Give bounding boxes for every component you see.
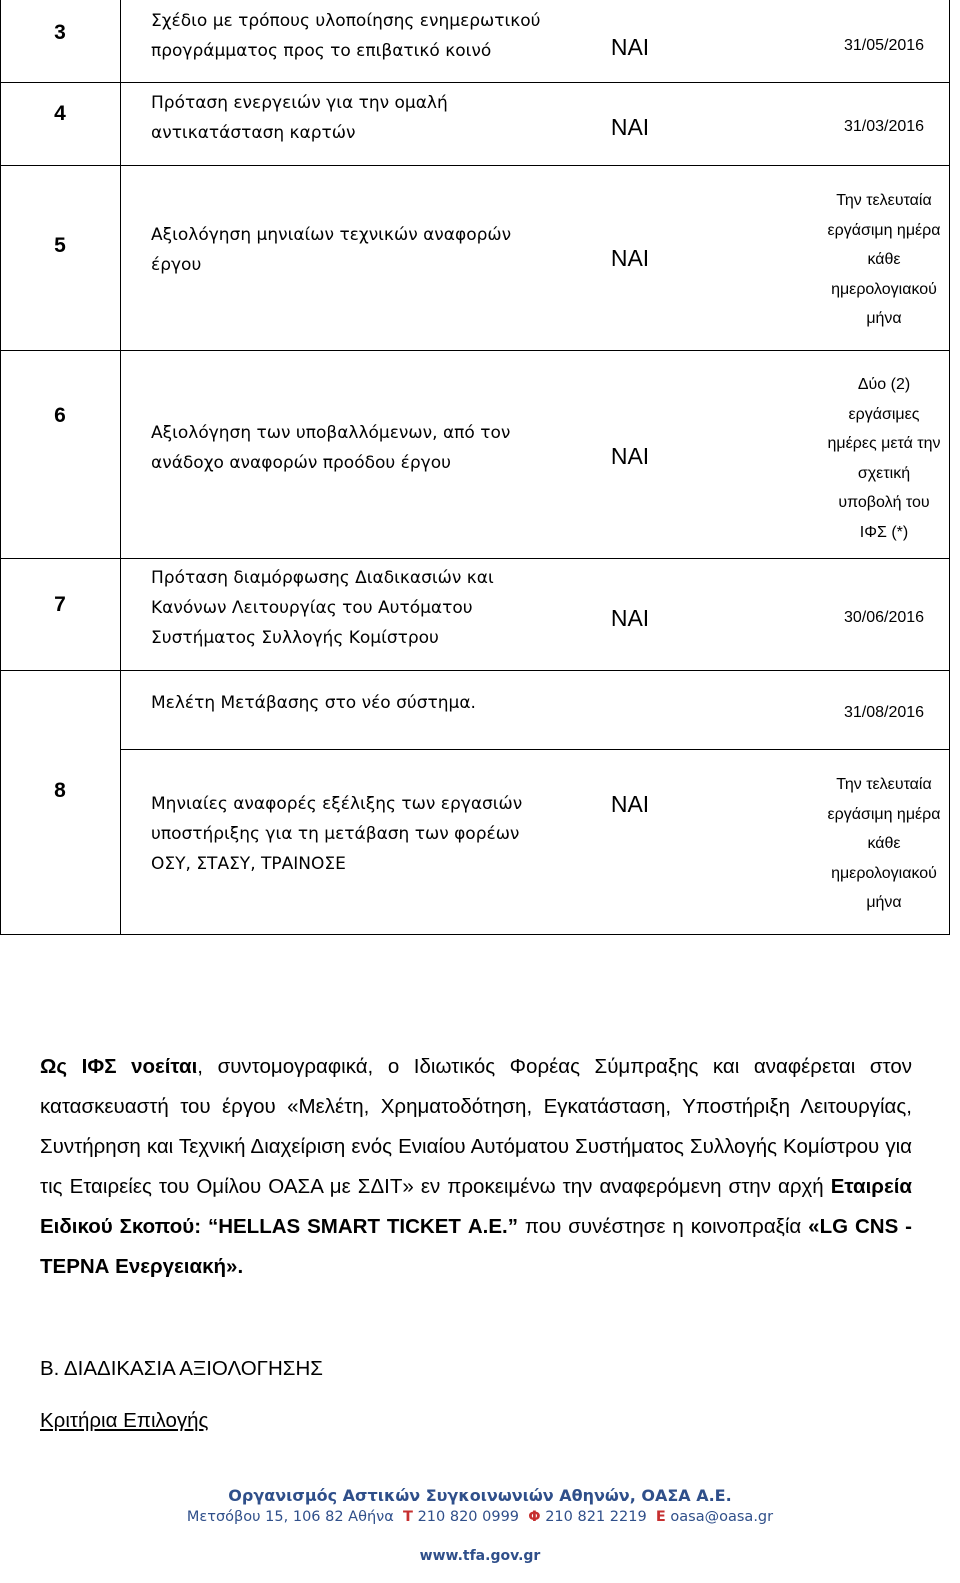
row-description: Πρόταση ενεργειών για την ομαλή αντικατάσταση καρτών	[151, 93, 448, 143]
row-deadline: 30/06/2016	[843, 609, 925, 626]
table-row-divider	[120, 749, 950, 750]
table-row-divider	[0, 350, 950, 351]
row-status: ΝΑΙ	[610, 791, 650, 817]
table-row-divider	[0, 558, 950, 559]
spv-name: Εταιρεία Ειδικού Σκοπού: “HELLAS SMART TICKET Α.Ε.”	[40, 1175, 912, 1238]
row-description: Μελέτη Μετάβασης στο νέο σύστημα.	[151, 693, 476, 713]
footer-email[interactable]: oasa@oasa.gr	[670, 1509, 774, 1525]
row-number: 8	[54, 779, 66, 802]
ifs-text-2: που συνέστησε η κοινοπραξία	[517, 1215, 809, 1238]
row-status: ΝΑΙ	[610, 245, 650, 271]
row-status: ΝΑΙ	[610, 34, 650, 60]
footer-phone: 210 820 0999	[417, 1509, 520, 1525]
row-status: ΝΑΙ	[610, 443, 650, 469]
row-deadline: 31/08/2016	[843, 704, 925, 721]
row-description: Σχέδιο με τρόπους υλοποίησης ενημερωτικού προγράμματος προς το επιβατικό κοινό	[151, 11, 541, 61]
row-number: 5	[54, 234, 66, 257]
row-deadline: 31/05/2016	[843, 37, 925, 54]
table-border-right	[949, 0, 950, 934]
fax-label: Φ	[528, 1509, 541, 1525]
table-border-bottom	[0, 934, 950, 935]
row-description: Μηνιαίες αναφορές εξέλιξης των εργασιών υποστήριξης για τη μετάβαση των φορέων ΟΣΥ, ΣΤΑΣΥ, ΤΡΑΙΝΟΣΕ	[151, 794, 523, 874]
footer-address: Μετσόβου 15, 106 82 Αθήνα	[186, 1509, 394, 1525]
table-row-divider	[0, 670, 950, 671]
footer-org-name: Οργανισμός Αστικών Συγκοινωνιών Αθηνών, ΟΑΣΑ Α.Ε.	[228, 1486, 732, 1505]
phone-label: Τ	[403, 1509, 413, 1525]
row-description: Αξιολόγηση μηνιαίων τεχνικών αναφορών έργου	[151, 225, 512, 275]
row-number: 4	[54, 102, 66, 125]
footer-website[interactable]: www.tfa.gov.gr	[419, 1548, 541, 1564]
section-subtitle: Κριτήρια Επιλογής	[40, 1409, 209, 1432]
row-deadline: Δύο (2) εργάσιμες ημέρες μετά την σχετική υποβολή του ΙΦΣ (*)	[827, 376, 941, 541]
ifs-term: Ως ΙΦΣ νοείται	[40, 1055, 198, 1078]
row-description: Πρόταση διαμόρφωσης Διαδικασιών και Κανόνων Λειτουργίας του Αυτόματου Συστήματος Συλλογής Κομίστρου	[151, 568, 494, 648]
footer-contact	[0, 1509, 960, 1525]
row-status: ΝΑΙ	[610, 605, 650, 631]
consortium-name: «LG CNS - ΤΕΡΝΑ Ενεργειακή».	[40, 1215, 912, 1278]
table-row-divider	[0, 82, 950, 83]
row-deadline: Την τελευταία εργάσιμη ημέρα κάθε ημερολογιακού μήνα	[827, 192, 941, 327]
section-title: Β. ΔΙΑΔΙΚΑΣΙΑ ΑΞΙΟΛΟΓΗΣΗΣ	[40, 1357, 323, 1380]
row-deadline: Την τελευταία εργάσιμη ημέρα κάθε ημερολογιακού μήνα	[827, 776, 941, 911]
row-status: ΝΑΙ	[610, 114, 650, 140]
table-col-divider	[120, 0, 121, 934]
row-number: 7	[54, 593, 66, 616]
email-label: Ε	[655, 1509, 666, 1525]
row-description: Αξιολόγηση των υποβαλλόμενων, από τον ανάδοχο αναφορών προόδου έργου	[151, 423, 511, 473]
footer-fax: 210 821 2219	[545, 1509, 647, 1525]
ifs-text: , συντομογραφικά, ο Ιδιωτικός Φορέας Σύμπραξης και αναφέρεται στον κατασκευαστή του έργου «Μελέτη, Χρηματοδότηση, Εγκατάσταση, Υποστήριξη Λειτουργίας, Συντήρηση και Τεχνική Διαχείριση ενός Ενιαίου Αυτόματου Συστήματος Συλλογής Κομίστρου για τις Εταιρείες του Ομίλου ΟΑΣΑ με ΣΔΙΤ» εν προκειμένω την αναφερόμενη στην αρχή	[40, 1055, 912, 1198]
row-number: 6	[54, 404, 66, 427]
row-number: 3	[54, 21, 66, 44]
table-row-divider	[0, 165, 950, 166]
row-deadline: 31/03/2016	[843, 118, 925, 135]
ifs-definition-paragraph	[40, 1047, 912, 1287]
